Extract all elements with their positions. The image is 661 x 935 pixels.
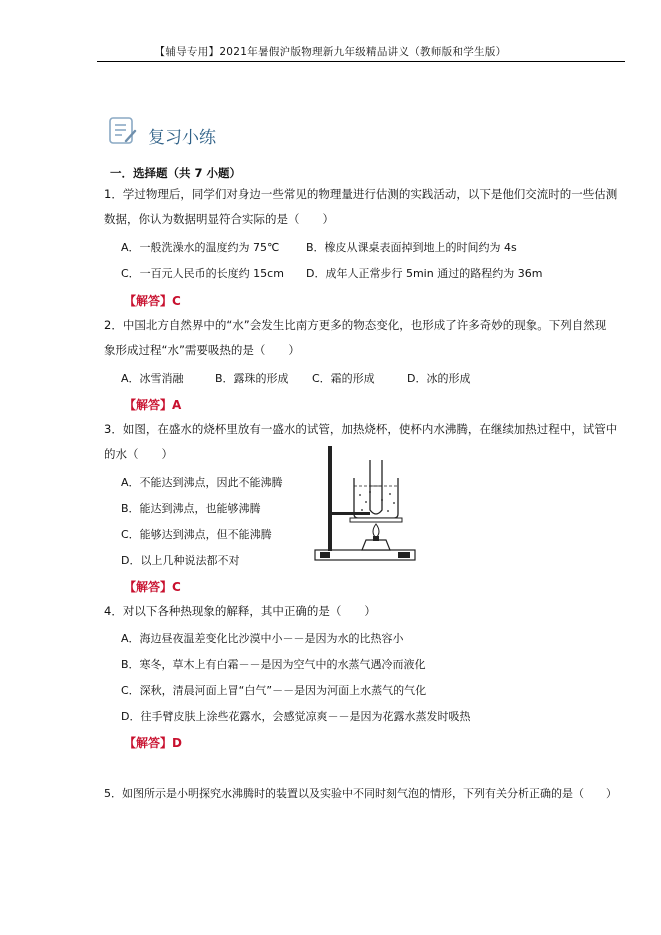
notebook-icon [108, 116, 138, 146]
header-divider [97, 61, 625, 62]
answer-label: 【解答】 [124, 580, 173, 594]
answer-label: 【解答】 [124, 398, 173, 412]
question-4-option-d: D．往手臂皮肤上涂些花露水，会感觉凉爽－－是因为花露水蒸发时吸热 [121, 710, 471, 723]
question-2-line-1: 2．中国北方自然界中的“水”会发生比南方更多的物态变化，也形成了许多奇妙的现象。下列自然现 [104, 318, 607, 332]
question-4-option-c: C．深秋，清晨河面上冒“白气”－－是因为河面上水蒸气的气化 [121, 684, 427, 697]
question-1-line-2: 数据，你认为数据明显符合实际的是（ ） [104, 212, 334, 226]
question-3-option-d: D．以上几种说法都不对 [121, 554, 240, 567]
section-title: 复习小练 [148, 128, 216, 148]
question-3-option-b: B．能达到沸点，也能够沸腾 [121, 502, 261, 515]
question-3-option-c: C．能够达到沸点，但不能沸腾 [121, 528, 272, 541]
answer-label: 【解答】 [124, 736, 173, 750]
question-1-line-1: 1．学过物理后，同学们对身边一些常见的物理量进行估测的实践活动，以下是他们交流时的一些估测 [104, 187, 618, 201]
question-1-option-b: B．橡皮从课桌表面掉到地上的时间约为 4s [306, 241, 517, 254]
question-2-option-a: A．冰雪消融 [121, 372, 184, 385]
question-2-option-c: C．霜的形成 [312, 372, 375, 385]
page-header: 【辅导专用】2021年暑假沪版物理新九年级精品讲义（教师版和学生版） [154, 46, 507, 58]
answer-value: C [172, 580, 181, 594]
question-2-option-b: B．露珠的形成 [215, 372, 289, 385]
question-4-option-a: A．海边昼夜温差变化比沙漠中小－－是因为水的比热容小 [121, 632, 404, 645]
answer-label: 【解答】 [124, 294, 173, 308]
question-3-option-a: A．不能达到沸点，因此不能沸腾 [121, 476, 283, 489]
question-1-option-c: C．一百元人民币的长度约 15cm [121, 267, 284, 280]
question-3-line-1: 3．如图，在盛水的烧杯里放有一盛水的试管，加热烧杯，使杯内水沸腾，在继续加热过程中，试管中 [104, 422, 618, 436]
answer-value: D [172, 736, 182, 750]
question-1-option-d: D．成年人正常步行 5min 通过的路程约为 36m [306, 267, 543, 280]
part-heading: 一．选择题（共 7 小题） [110, 166, 242, 180]
question-4-answer [124, 734, 182, 751]
question-2-line-2: 象形成过程“水”需要吸热的是（ ） [104, 343, 300, 357]
question-2-answer [124, 396, 181, 413]
boiling-apparatus-figure [310, 440, 420, 570]
question-2-option-d: D．冰的形成 [407, 372, 471, 385]
question-4-option-b: B．寒冬，草木上有白霜－－是因为空气中的水蒸气遇冷而液化 [121, 658, 426, 671]
question-3-answer [124, 578, 181, 595]
question-4-line-1: 4．对以下各种热现象的解释，其中正确的是（ ） [104, 604, 376, 618]
question-1-answer [124, 292, 181, 309]
question-1-option-a: A．一般洗澡水的温度约为 75℃ [121, 241, 280, 254]
answer-value: C [172, 294, 181, 308]
question-5-line-1: 5．如图所示是小明探究水沸腾时的装置以及实验中不同时刻气泡的情形，下列有关分析正确的是（ ） [104, 787, 617, 800]
answer-value: A [172, 398, 182, 412]
question-3-line-2: 的水（ ） [104, 447, 173, 461]
